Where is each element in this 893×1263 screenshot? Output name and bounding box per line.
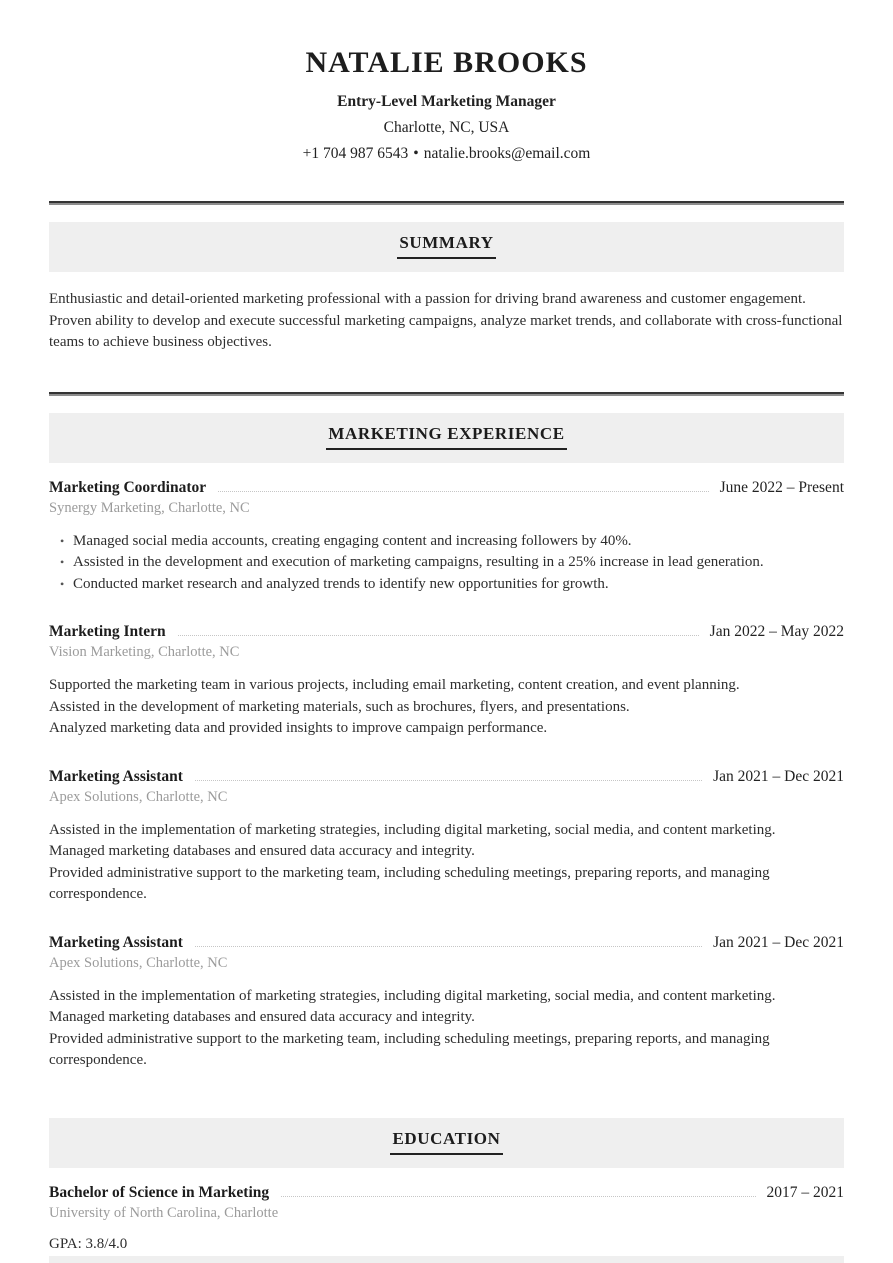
description-line: Assisted in the development of marketing materials, such as brochures, flyers, and presentations.	[49, 698, 630, 715]
description-line: Managed marketing databases and ensured data accuracy and integrity.	[49, 843, 475, 859]
section-divider	[49, 392, 844, 396]
education-heading: EDUCATION	[390, 1129, 502, 1155]
bullet-item: • Managed social media accounts, creating engaging content and increasing followers by 40%.	[49, 531, 844, 553]
job-entry	[49, 768, 844, 906]
job-entry-title: Marketing Intern	[49, 623, 166, 640]
experience-heading: MARKETING EXPERIENCE	[326, 424, 566, 450]
summary-section-band	[49, 222, 844, 272]
job-bullet-list	[49, 531, 844, 596]
description-line: Supported the marketing team in various projects, including email marketing, content creation, and event planning.	[49, 677, 740, 693]
job-dates: Jan 2021 – Dec 2021	[713, 767, 844, 785]
job-description	[49, 986, 844, 1072]
description-line: Managed marketing databases and ensured data accuracy and integrity.	[49, 1009, 475, 1025]
job-entry-title: Marketing Coordinator	[49, 478, 207, 496]
summary-text: Enthusiastic and detail-oriented marketing professional with a passion for driving brand awareness and customer engagement. Proven ability to develop and execute successful marketing campaigns, analyze market trends, and collaborate with cross-functional teams to achieve business objectives.	[49, 291, 843, 350]
resume-header	[0, 0, 893, 163]
dotted-leader	[218, 491, 708, 492]
description-line: Assisted in the implementation of marketing strategies, including digital marketing, social media, and content marketing.	[49, 821, 776, 838]
job-entry-title: Marketing Assistant	[49, 933, 183, 951]
job-entry	[49, 623, 844, 740]
dotted-leader	[195, 780, 702, 781]
job-description	[49, 675, 844, 740]
job-dates: June 2022 – Present	[719, 478, 844, 496]
gpa-line: GPA: 3.8/4.0	[49, 1235, 128, 1252]
job-company: Apex Solutions, Charlotte, NC	[49, 954, 228, 971]
job-header-row	[49, 768, 844, 786]
education-dates: 2017 – 2021	[766, 1183, 844, 1201]
job-header-row	[49, 934, 844, 952]
job-company: Synergy Marketing, Charlotte, NC	[49, 499, 250, 516]
bullet-item: • Conducted market research and analyzed trends to identify new opportunities for growth.	[49, 574, 844, 596]
dotted-leader	[195, 946, 702, 947]
education-section-band	[49, 1118, 844, 1168]
description-line: Provided administrative support to the marketing team, including scheduling meetings, preparing reports, and managing correspondence.	[49, 864, 770, 902]
job-title: Entry-Level Marketing Manager	[337, 93, 556, 110]
email-address: natalie.brooks@email.com	[423, 145, 591, 162]
contact-line	[0, 145, 893, 163]
school-name: University of North Carolina, Charlotte	[49, 1204, 279, 1221]
dotted-leader	[281, 1196, 755, 1197]
section-divider	[49, 201, 844, 205]
experience-section-band	[49, 413, 844, 463]
education-header-row	[49, 1184, 844, 1202]
job-company: Apex Solutions, Charlotte, NC	[49, 788, 228, 805]
job-entry	[49, 479, 844, 596]
next-section-band-partial	[49, 1256, 844, 1263]
location: Charlotte, NC, USA	[383, 119, 510, 136]
description-line: Analyzed marketing data and provided insights to improve campaign performance.	[49, 720, 548, 736]
job-description	[49, 820, 844, 906]
person-name: NATALIE BROOKS	[305, 46, 588, 79]
job-entry	[49, 934, 844, 1072]
description-line: Assisted in the implementation of marketing strategies, including digital marketing, social media, and content marketing.	[49, 987, 776, 1004]
job-dates: Jan 2022 – May 2022	[709, 623, 844, 640]
education-entry	[49, 1184, 844, 1253]
job-header-row	[49, 623, 844, 641]
description-line: Provided administrative support to the marketing team, including scheduling meetings, preparing reports, and managing correspondence.	[49, 1030, 770, 1068]
contact-separator: •	[413, 145, 419, 162]
job-dates: Jan 2021 – Dec 2021	[713, 933, 844, 951]
bullet-item: • Assisted in the development and execution of marketing campaigns, resulting in a 25% increase in lead generation.	[49, 552, 844, 574]
degree-title: Bachelor of Science in Marketing	[49, 1183, 270, 1201]
dotted-leader	[178, 635, 699, 636]
job-header-row	[49, 479, 844, 497]
job-company: Vision Marketing, Charlotte, NC	[49, 644, 240, 660]
phone-number: +1 704 987 6543	[302, 145, 409, 162]
job-entry-title: Marketing Assistant	[49, 767, 183, 785]
summary-heading: SUMMARY	[397, 233, 495, 259]
